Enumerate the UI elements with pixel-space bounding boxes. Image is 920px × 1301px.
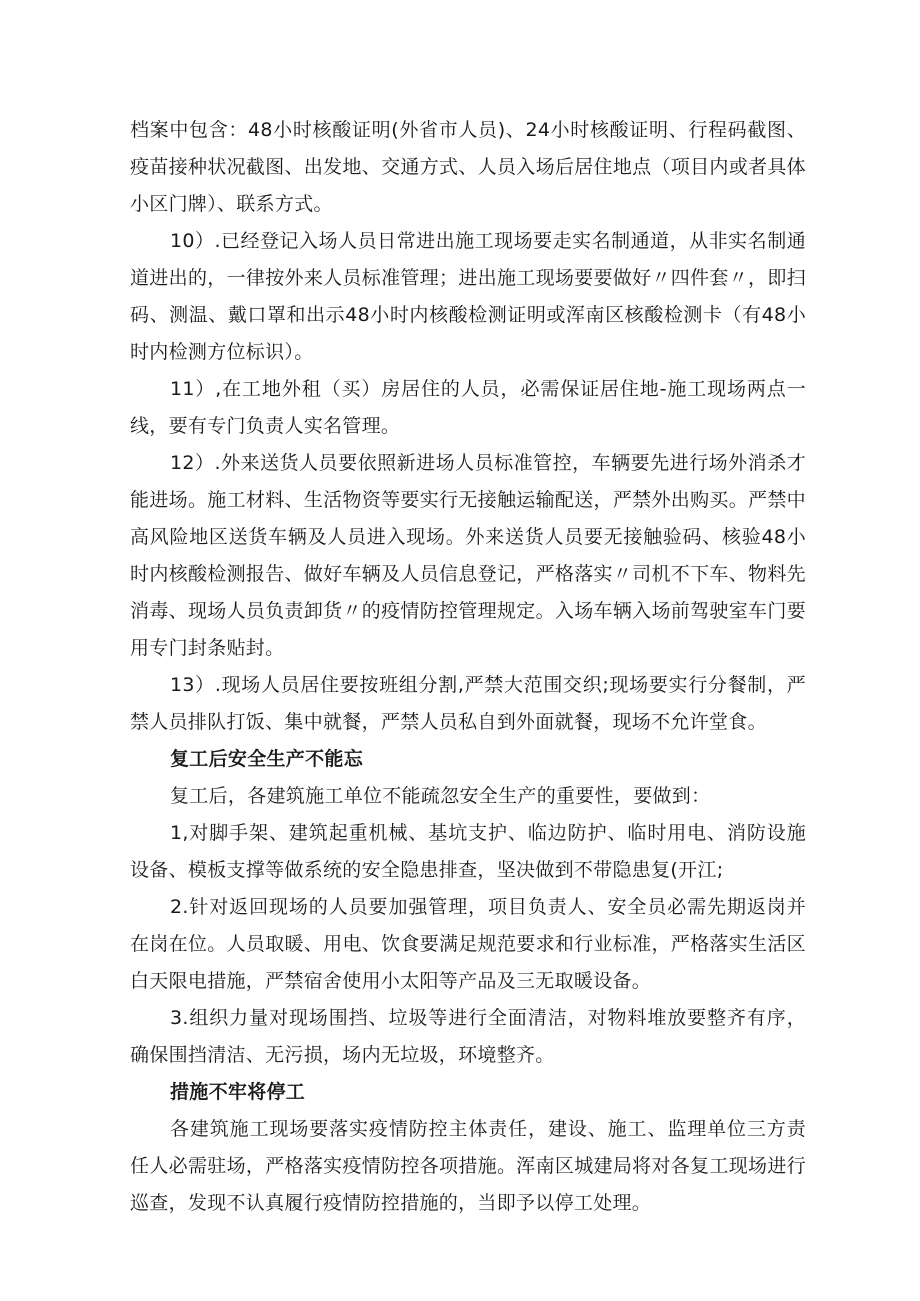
paragraph-safety-item-2: 2.针对返回现场的人员要加强管理，项目负责人、安全员必需先期返岗并在岗在位。人员取暖、用电、饮食要满足规范要求和行业标准，严格落实生活区白天限电措施，严禁宿舍使用小太阳等产品及三无取暖设备。 — [130, 896, 806, 992]
paragraph-safety-item-3: 3.组织力量对现场围挡、垃圾等进行全面清洁，对物料堆放要整齐有序，确保围挡清洁、无污损，场内无垃圾，环境整齐。 — [130, 1007, 806, 1066]
paragraph-item-12: 12）.外来送货人员要依照新进场人员标准管控，车辆要先进行场外消杀才能进场。施工材料、生活物资等要实行无接触运输配送，严禁外出购买。严禁中高风险地区送货车辆及人员进入现场。外来送货人员要无接触验码、核验48小时内核酸检测报告、做好车辆及人员信息登记，严格落实〃司机不下车、物料先消毒、现场人员负责卸货〃的疫情防控管理规定。入场车辆入场前驾驶室车门要用专门封条贴封。 — [130, 452, 806, 659]
paragraph-safety-intro: 复工后，各建筑施工单位不能疏忽安全生产的重要性，要做到： — [170, 785, 711, 807]
paragraph-item-13: 13）.现场人员居住要按班组分割,严禁大范围交织;现场要实行分餐制，严禁人员排队打饭、集中就餐，严禁人员私自到外面就餐，现场不允许堂食。 — [130, 674, 806, 733]
section-heading-safety: 复工后安全生产不能忘 — [170, 748, 364, 770]
paragraph-item-11: 11）,在工地外租（买）房居住的人员，必需保证居住地-施工现场两点一线，要有专门负责人实名管理。 — [130, 378, 806, 437]
section-heading-suspension: 措施不牢将停工 — [170, 1081, 306, 1103]
document-body — [130, 112, 806, 1222]
paragraph-safety-item-1: 1,对脚手架、建筑起重机械、基坑支护、临边防护、临时用电、消防设施设备、模板支撑等做系统的安全隐患排查，坚决做到不带隐患复(开江; — [130, 822, 806, 881]
paragraph-item-10: 10）.已经登记入场人员日常进出施工现场要走实名制通道，从非实名制通道进出的，一律按外来人员标准管理；进出施工现场要要做好〃四件套〃，即扫码、测温、戴口罩和出示48小时内核酸检测证明或浑南区核酸检测卡（有48小时内检测方位标识）。 — [130, 230, 806, 363]
paragraph-suspension: 各建筑施工现场要落实疫情防控主体责任，建设、施工、监理单位三方责任人必需驻场，严格落实疫情防控各项措施。浑南区城建局将对各复工现场进行巡查，发现不认真履行疫情防控措施的，当即予以停工处理。 — [130, 1118, 806, 1214]
paragraph-archive-contents: 档案中包含：48小时核酸证明(外省市人员)、24小时核酸证明、行程码截图、疫苗接种状况截图、出发地、交通方式、人员入场后居住地点（项目内或者具体小区门牌）、联系方式。 — [130, 119, 806, 215]
